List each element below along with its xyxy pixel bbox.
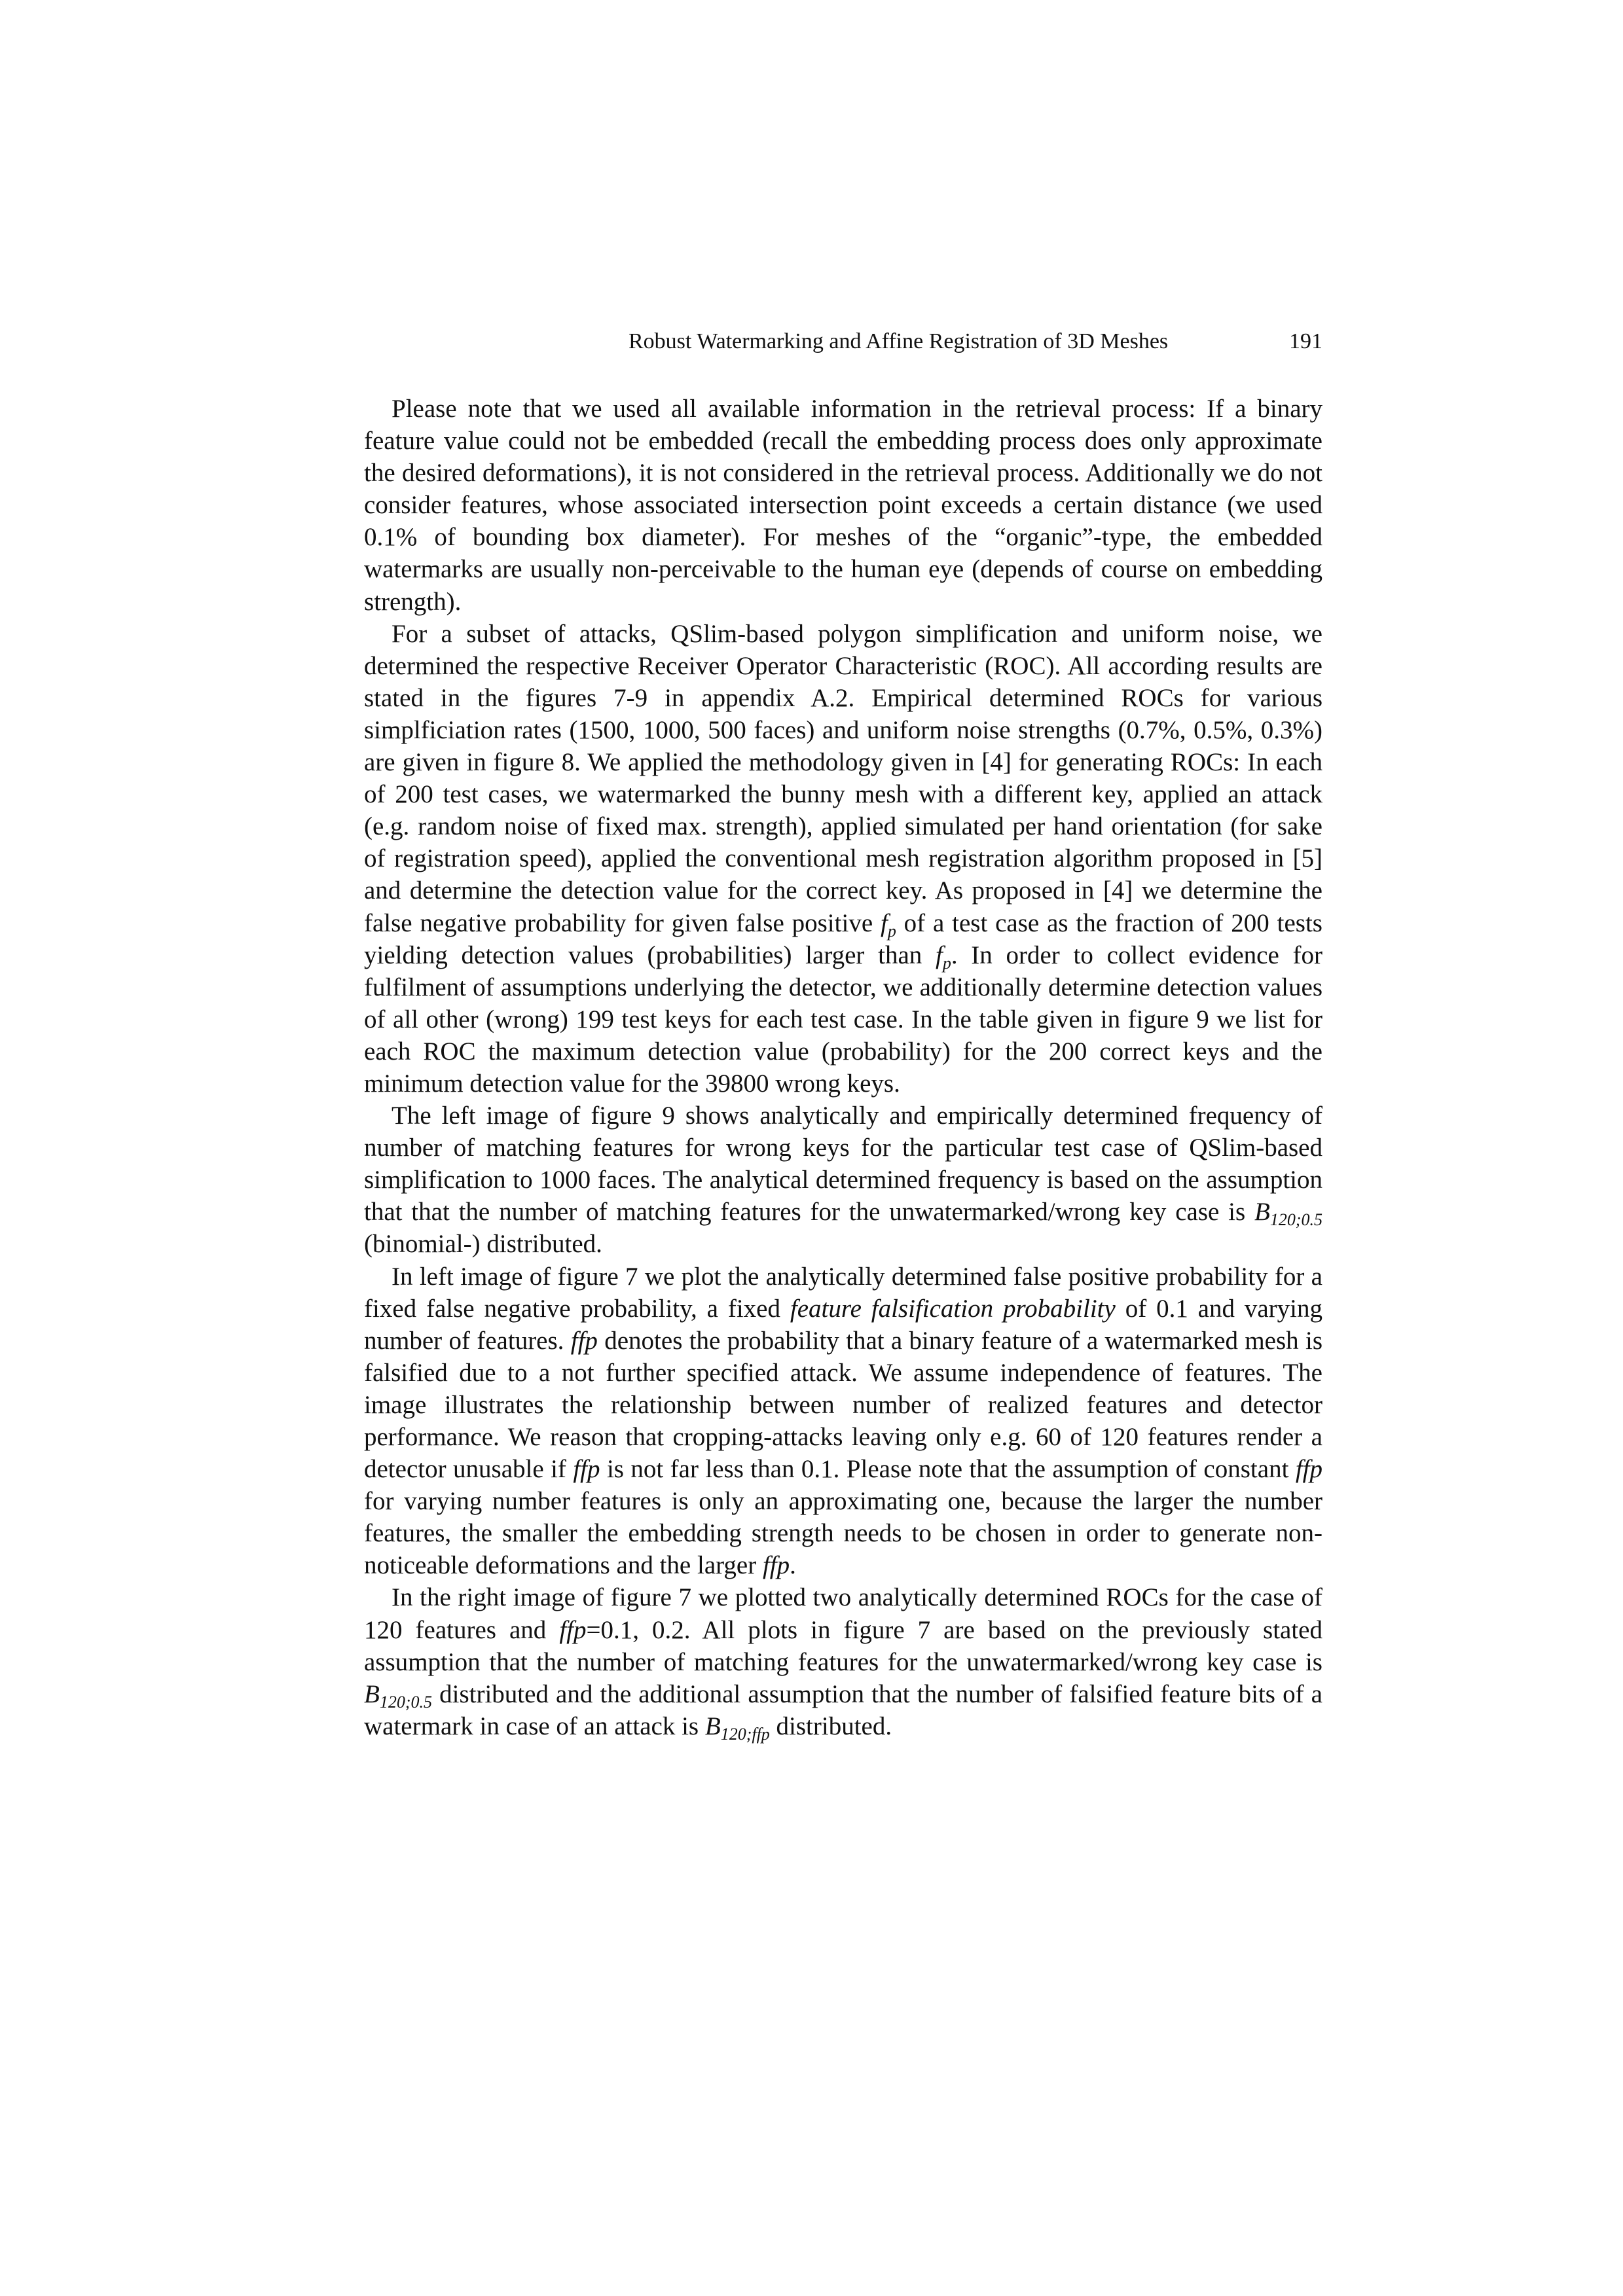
paragraph-4-text-b: of 0.1 and varying number of features.: [364, 1294, 1322, 1355]
paragraph-5: [364, 1581, 1322, 1742]
paragraph-3-text-a: The left image of figure 9 shows analytically and empirically determined frequency of number of matching features for wrong keys for the particular test case of QSlim-based simplification to 1000 faces. The analytical determined frequency is based on the assumption that that the number of matching features for the unwatermarked/wrong key case is: [364, 1102, 1322, 1227]
paragraph-5-text-a: In the right image of figure 7 we plotted two analytically determined ROCs for the case of 120 features and: [364, 1583, 1322, 1644]
paragraph-4-text-d: is not far less than 0.1. Please note that the assumption of constant: [600, 1455, 1296, 1484]
running-header: [629, 322, 1322, 361]
symbol-fp: $f_p$: [880, 908, 896, 941]
paragraph-2: [364, 618, 1322, 1100]
paragraph-2-text-c: . In order to collect evidence for fulfilment of assumptions underlying the detector, we additionally determine detection values of all other (wrong) 199 test keys for each test case. In the table given in figure 9 we list for each ROC the maximum detection value (probability) for the 200 correct keys and the minimum detection value for the 39800 wrong keys.: [364, 941, 1322, 1098]
paragraph-1-text: Please note that we used all available information in the retrieval process: If a binary feature value could not be embedded (recall the embedding process does only approximate the desired deformations), it is not considered in the retrieval process. Additionally we do not consider features, whose associated intersection point exceeds a certain distance (we used 0.1% of bounding box diameter). For meshes of the “organic”-type, the embedded watermarks are usually non-perceivable to the human eye (depends of course on embedding strength).: [364, 395, 1322, 616]
paragraph-3: [364, 1100, 1322, 1260]
symbol-binomial: $B_{120;0.5}$: [364, 1679, 432, 1712]
symbol-ffp: ffp: [570, 1326, 598, 1355]
page-number: 191: [1289, 329, 1322, 353]
paragraph-2-text-b: of a test case as the fraction of 200 tests yielding detection values (probabilities) larger than: [364, 908, 1322, 969]
paragraph-5-text-b: =0.1, 0.2. All plots in figure 7 are based on the previously stated assumption that the number of matching features for the unwatermarked/wrong key case is: [364, 1615, 1322, 1676]
symbol-ffp: ffp: [762, 1551, 790, 1580]
symbol-ffp: ffp: [573, 1455, 600, 1484]
body-text: [364, 393, 1322, 1742]
paragraph-4-text-e: for varying number features is only an approximating one, because the larger the number features, the smaller the embedding strength needs to be chosen in order to generate non-noticeable deformations and the larger: [364, 1487, 1322, 1580]
running-title: Robust Watermarking and Affine Registration of 3D Meshes: [629, 329, 1169, 353]
symbol-ffp: ffp: [1295, 1455, 1323, 1484]
paragraph-4-text-f: .: [790, 1551, 796, 1580]
paragraph-4: [364, 1261, 1322, 1582]
paragraph-4-text-a: In left image of figure 7 we plot the analytically determined false positive probability for a fixed false negative probability, a fixed: [364, 1262, 1322, 1323]
paragraph-3-text-b: (binomial-) distributed.: [364, 1230, 602, 1259]
symbol-binomial: $B_{120;0.5}$: [1254, 1198, 1322, 1230]
paragraph-5-text-c: distributed and the additional assumption that the number of falsified feature bits of a watermark in case of an attack is: [364, 1679, 1322, 1740]
symbol-fp: $f_p$: [936, 941, 951, 973]
term-feature-falsification-probability: feature falsification probability: [790, 1294, 1116, 1323]
paragraph-1: [364, 393, 1322, 618]
symbol-ffp: ffp: [559, 1615, 587, 1644]
symbol-binomial: $B_{120;ffp}$: [704, 1712, 770, 1744]
paragraph-2-text-a: For a subset of attacks, QSlim-based polygon simplification and uniform noise, we determined the respective Receiver Operator Characteristic (ROC). All according results are stated in the figures 7-9 in appendix A.2. Empirical determined ROCs for various simplficiation rates (1500, 1000, 500 faces) and uniform noise strengths (0.7%, 0.5%, 0.3%) are given in figure 8. We applied the methodology given in [4] for generating ROCs: In each of 200 test cases, we watermarked the bunny mesh with a different key, applied an attack (e.g. random noise of fixed max. strength), applied simulated per hand orientation (for sake of registration speed), applied the conventional mesh registration algorithm proposed in [5] and determine the detection value for the correct key. As proposed in [4] we determine the false negative probability for given false positive: [364, 619, 1322, 937]
paragraph-5-text-d: distributed.: [769, 1712, 892, 1740]
paragraph-4-text-c: denotes the probability that a binary feature of a watermarked mesh is falsified due to a not further specified attack. We assume independence of features. The image illustrates the relationship between number of realized features and detector performance. We reason that cropping-attacks leaving only e.g. 60 of 120 features render a detector unusable if: [364, 1326, 1322, 1484]
